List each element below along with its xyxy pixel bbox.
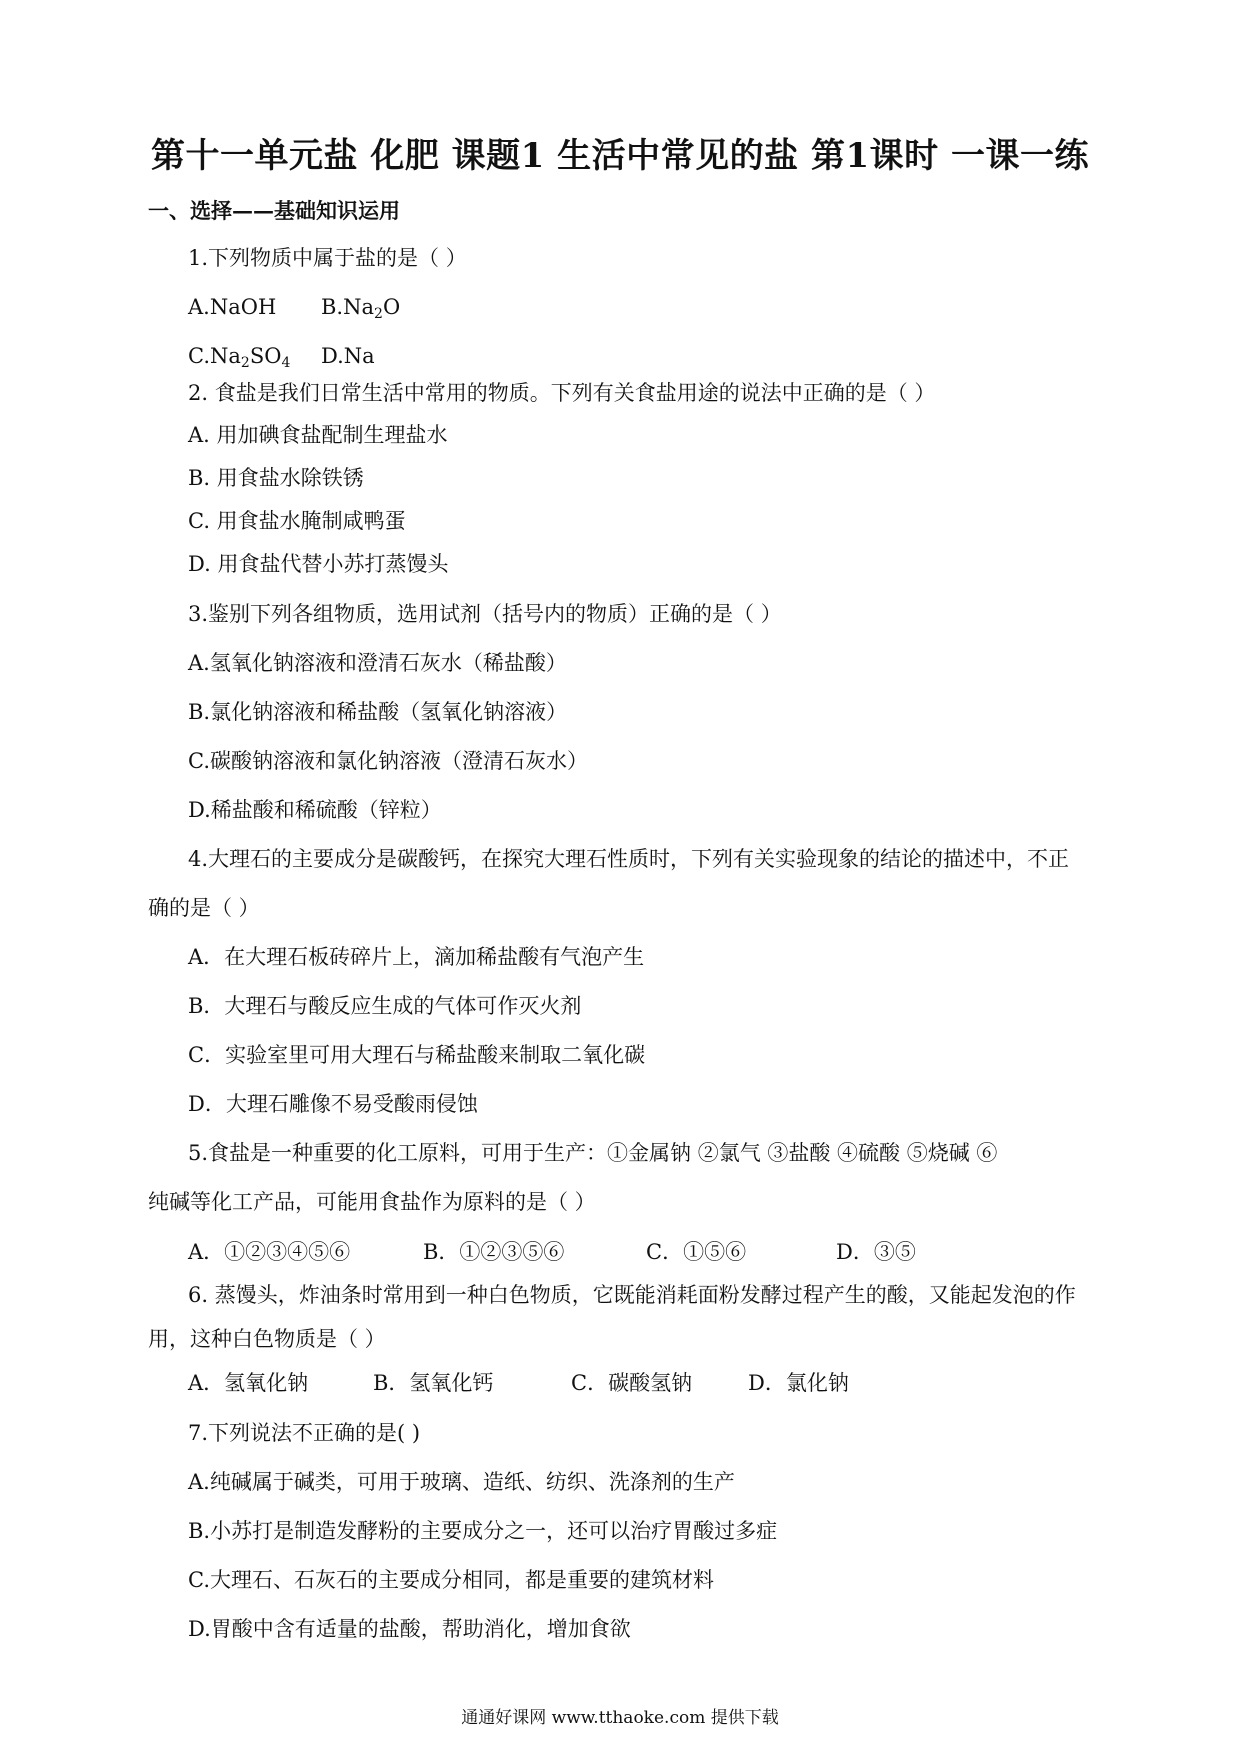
- q3-option-c: C.碳酸钠溶液和氯化钠溶液（澄清石灰水）: [188, 749, 588, 773]
- question-2-stem: 2. 食盐是我们日常生活中常用的物质。下列有关食盐用途的说法中正确的是（ ）: [188, 381, 936, 405]
- page-footer: 通通好课网 www.tthaoke.com 提供下载: [461, 1708, 779, 1728]
- q3-option-b: B.氯化钠溶液和稀盐酸（氢氧化钠溶液）: [188, 700, 568, 724]
- q6-option-a: A．氢氧化钠: [188, 1371, 309, 1395]
- q4-option-d: D．大理石雕像不易受酸雨侵蚀: [188, 1092, 478, 1116]
- q6-option-d: D．氯化钠: [748, 1371, 849, 1395]
- q4-option-c: C．实验室里可用大理石与稀盐酸来制取二氧化碳: [188, 1043, 646, 1067]
- question-5-stem-line1: 5.食盐是一种重要的化工原料，可用于生产：①金属钠 ②氯气 ③盐酸 ④硫酸 ⑤烧碱 ⑥: [188, 1141, 998, 1165]
- q2-option-a: A. 用加碘食盐配制生理盐水: [188, 423, 448, 447]
- q1-option-b: $B.Na_2O$: [321, 295, 401, 322]
- q7-option-a: A.纯碱属于碱类，可用于玻璃、造纸、纺织、洗涤剂的生产: [188, 1470, 735, 1494]
- question-4-stem-line1: 4.大理石的主要成分是碳酸钙，在探究大理石性质时，下列有关实验现象的结论的描述中，不正: [188, 847, 1070, 871]
- q5-option-b: B．①②③⑤⑥: [423, 1240, 565, 1264]
- q5-option-a: A．①②③④⑤⑥: [188, 1240, 351, 1264]
- q7-option-b: B.小苏打是制造发酵粉的主要成分之一，还可以治疗胃酸过多症: [188, 1519, 778, 1543]
- question-5-stem-line2: 纯碱等化工产品，可能用食盐作为原料的是（ ）: [148, 1190, 596, 1214]
- q1-option-d: D.Na: [321, 344, 375, 368]
- question-1-options-row1: [188, 295, 401, 322]
- page-title: 第十一单元盐 化肥 课题1 生活中常见的盐 第1课时 一课一练: [151, 136, 1089, 176]
- question-1-stem: 1.下列物质中属于盐的是（ ）: [188, 246, 467, 270]
- q5-option-d: D．③⑤: [836, 1240, 916, 1264]
- q7-option-c: C.大理石、石灰石的主要成分相同，都是重要的建筑材料: [188, 1568, 714, 1592]
- q6-option-c: C．碳酸氢钠: [571, 1371, 693, 1395]
- q2-option-c: C. 用食盐水腌制咸鸭蛋: [188, 509, 406, 533]
- question-3-stem: 3.鉴别下列各组物质，选用试剂（括号内的物质）正确的是（ ）: [188, 602, 782, 626]
- q5-option-c: C．①⑤⑥: [646, 1240, 747, 1264]
- q3-option-a: A.氢氧化钠溶液和澄清石灰水（稀盐酸）: [188, 651, 567, 675]
- q4-option-a: A．在大理石板砖碎片上，滴加稀盐酸有气泡产生: [188, 945, 645, 969]
- question-6-stem-line1: 6. 蒸馒头，炸油条时常用到一种白色物质，它既能消耗面粉发酵过程产生的酸，又能起发泡的作: [188, 1283, 1076, 1307]
- section-heading: 一、选择——基础知识运用: [148, 198, 400, 223]
- q3-option-d: D.稀盐酸和稀硫酸（锌粒）: [188, 798, 442, 822]
- q1-option-a: A.NaOH: [188, 295, 277, 319]
- q4-option-b: B．大理石与酸反应生成的气体可作灭火剂: [188, 994, 582, 1018]
- question-4-stem-line2: 确的是（ ）: [148, 896, 260, 920]
- question-7-stem: 7.下列说法不正确的是( ): [188, 1421, 421, 1445]
- q2-option-b: B. 用食盐水除铁锈: [188, 466, 364, 490]
- q7-option-d: D.胃酸中含有适量的盐酸，帮助消化，增加食欲: [188, 1617, 631, 1641]
- q2-option-d: D. 用食盐代替小苏打蒸馒头: [188, 552, 449, 576]
- question-6-stem-line2: 用，这种白色物质是（ ）: [148, 1327, 386, 1351]
- question-1-options-row2: [188, 344, 375, 371]
- q1-option-c: $C.Na_2SO_4$: [188, 344, 291, 371]
- q6-option-b: B．氢氧化钙: [373, 1371, 494, 1395]
